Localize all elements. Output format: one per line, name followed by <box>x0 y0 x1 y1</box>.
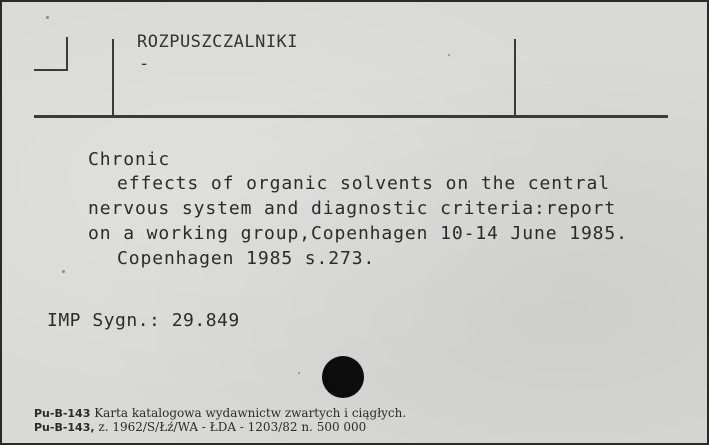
footer-text-2: z. 1962/S/Łź/WA - ŁDA - 1203/82 n. 500 000 <box>98 420 367 434</box>
right-vertical-rule <box>514 39 516 117</box>
footer-code-1: Pu-B-143 <box>34 407 91 420</box>
shelf-signature: IMP Sygn.: 29.849 <box>47 310 240 331</box>
horizontal-rule <box>34 115 668 118</box>
title-line-1: Chronic <box>88 149 171 170</box>
paper-speck <box>62 270 65 273</box>
paper-speck <box>46 16 49 19</box>
title-line-3: nervous system and diagnostic criteria:report <box>88 198 617 219</box>
footer-line-1 <box>34 406 406 420</box>
footer-code-2: Pu-B-143, <box>34 421 95 434</box>
paper-speck <box>298 372 300 374</box>
punch-hole <box>322 356 364 398</box>
subject-heading: ROZPUSZCZALNIKI <box>137 32 299 52</box>
imprint-line: Copenhagen 1985 s.273. <box>117 248 376 269</box>
paper-speck <box>448 54 450 56</box>
footer-text-1: Karta katalogowa wydawnictw zwartych i ciągłych. <box>94 406 407 420</box>
left-vertical-rule <box>112 39 114 117</box>
footer-line-2 <box>34 420 366 434</box>
subheading-dash: - <box>139 54 150 74</box>
title-line-4: on a working group,Copenhagen 10-14 June 1985. <box>88 223 628 244</box>
title-line-2: effects of organic solvents on the central <box>117 173 610 194</box>
corner-bracket-mark <box>34 37 68 71</box>
